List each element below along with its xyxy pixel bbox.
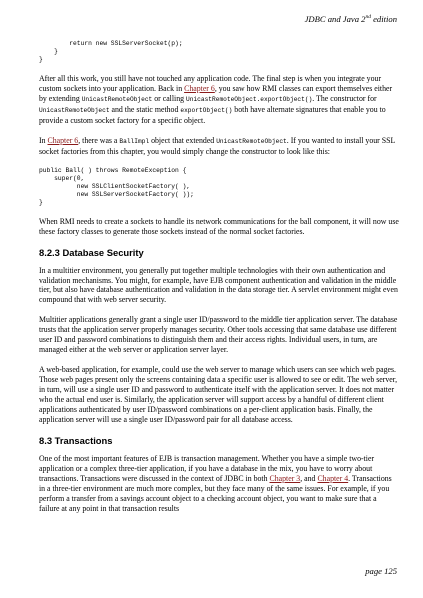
section-heading-database-security: 8.2.3 Database Security xyxy=(39,246,144,258)
inline-code: exportObject() xyxy=(180,106,233,114)
page-body xyxy=(39,40,399,514)
header-superscript: nd xyxy=(365,14,371,21)
paragraph-multitier-apps: Multitier applications generally grant a single user ID/password to the middle tier application server. The database trusts that the application server properly manages security. Other tools accessing that same database use different user ID and password combinations to distinguish them and their access rights. Individual users, in turn, are managed either at the web server or application server layer. xyxy=(39,315,398,355)
chapter-6-link[interactable]: Chapter 6 xyxy=(47,135,79,145)
paragraph-custom-sockets: After all this work, you still have not touched any application code. The final step is when you integrate your custom sockets into your application. Back in Chapter 6, you saw how RMI classes can export themselves either by extending UnicastRemoteObject or calling UnicastRemoteObject.exportObject(). The constructor for UnicastRemoteObject and the static method exportObject() both have alternate signatures that enable you to provide a custom socket factory for a specific object. xyxy=(39,74,393,125)
inline-code: BallImpl xyxy=(119,137,150,145)
inline-code: UnicastRemoteObject xyxy=(216,137,287,145)
paragraph-multitier: In a multitier environment, you generally put together multiple technologies with their own authentication and validation mechanisms. You might, for example, have EJB component authentication and validation in the middle tier, but also have database authentication and validation in the data storage tier. A servlet environment might even compound that with web server security. xyxy=(39,265,398,305)
paragraph-web-application: A web-based application, for example, could use the web server to manage which users can see which web pages. Those web pages present only the screens containing data a specific user is allowed to see or edit. The web server, in turn, will use a single user ID and password to authenticate itself with the application server. It does not matter who the actual end user is. Similarly, the application server will support access by a handful of different client applications authenticated by user ID/password combinations on a per-client application basis. Finally, the application server will use a single user ID/password pair for all database access. xyxy=(39,365,398,424)
paragraph-transactions: One of the most important features of EJB is transaction management. Whether you have a simple two-tier application or a complex three-tier application, if you have a database in the mix, you have to worry about transactions. Transactions were discussed in the context of JDBC in both Chapter 3, and Chapter 4. Transactions in a three-tier environment are much more complex, but they face many of the same issues. For example, if you perform a transfer from a savings account object to a checking account object, you want to make sure that a failure at any point in that transaction results xyxy=(39,453,392,513)
chapter-6-link[interactable]: Chapter 6 xyxy=(184,83,215,93)
header-edition: edition xyxy=(370,14,397,24)
inline-code: UnicastRemoteObject.exportObject() xyxy=(186,95,313,103)
header-title: JDBC and Java 2 xyxy=(304,14,366,24)
section-heading-transactions: 8.3 Transactions xyxy=(39,434,113,446)
paragraph-rmi-factories: When RMI needs to create a sockets to handle its network communications for the ball component, it will now use these factory classes to generate those sockets instead of the normal socket factories. xyxy=(39,216,399,236)
running-header xyxy=(305,14,397,24)
code-block-ball-constructor: public Ball( ) throws RemoteException { super(0, new SSLClientSocketFactory( ), new SSLServerSocketFactory( )); } xyxy=(39,166,194,206)
paragraph-ballimpl: In Chapter 6, there was a BallImpl object that extended UnicastRemoteObject. If you wanted to install your SSL socket factories from this chapter, you would simply change the constructor to look like this: xyxy=(39,135,395,156)
chapter-4-link[interactable]: Chapter 4 xyxy=(317,473,349,483)
inline-code: UnicastRemoteObject xyxy=(39,106,110,114)
page-number: page 125 xyxy=(365,566,397,576)
chapter-3-link[interactable]: Chapter 3 xyxy=(269,473,301,483)
code-block-server-socket-end: return new SSLServerSocket(p); } } xyxy=(39,40,183,63)
inline-code: UnicastRemoteObject xyxy=(81,95,153,103)
